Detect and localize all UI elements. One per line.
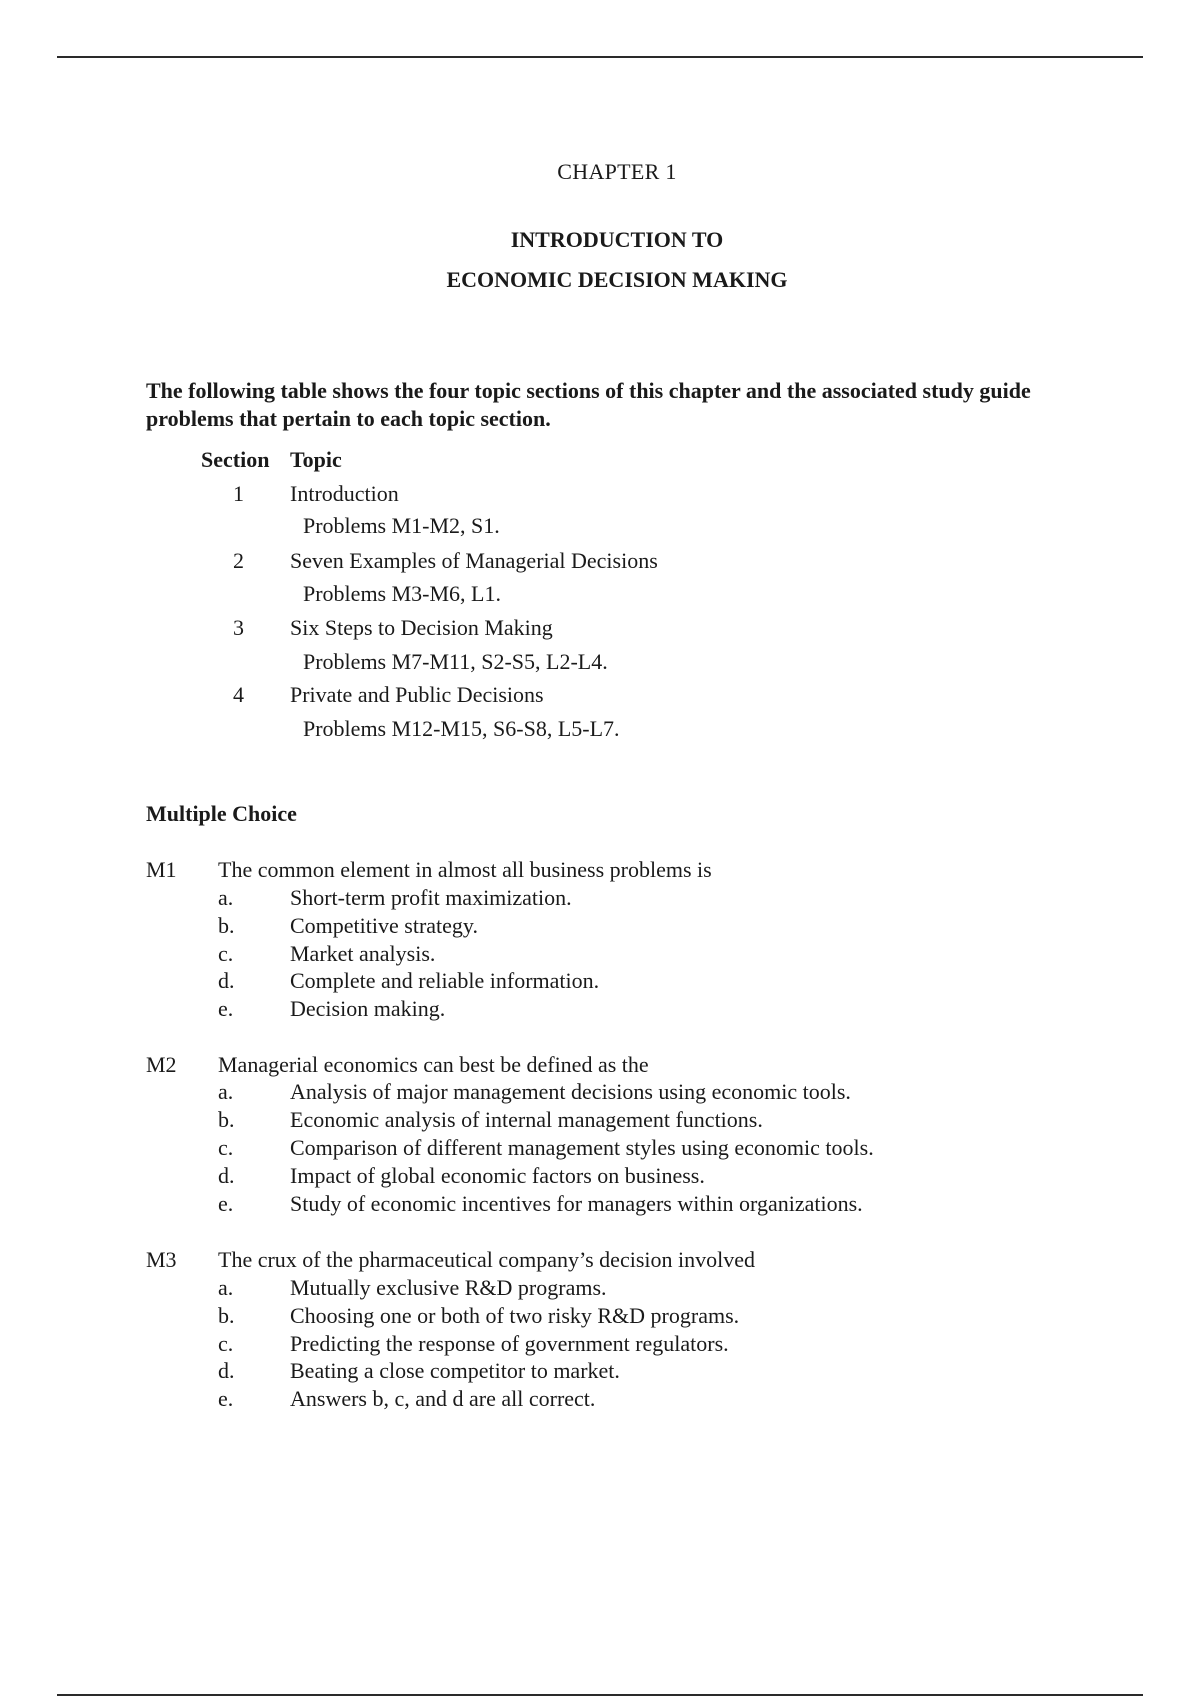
option-letter: c. bbox=[218, 1135, 234, 1160]
multiple-choice-heading: Multiple Choice bbox=[146, 801, 297, 826]
option-text: Comparison of different management styles using economic tools. bbox=[290, 1135, 874, 1160]
option-letter: d. bbox=[218, 968, 235, 993]
option-text: Impact of global economic factors on business. bbox=[290, 1163, 705, 1188]
section-number: 1 bbox=[233, 481, 244, 506]
section-topic: Private and Public Decisions bbox=[290, 682, 544, 707]
intro-paragraph: The following table shows the four topic sections of this chapter and the associated study guide problems that pertain to each topic section. bbox=[146, 378, 1031, 431]
section-topic: Introduction bbox=[290, 481, 399, 506]
option-text: Answers b, c, and d are all correct. bbox=[290, 1386, 596, 1411]
option-text: Predicting the response of government regulators. bbox=[290, 1331, 729, 1356]
option-text: Decision making. bbox=[290, 996, 446, 1021]
option-letter: a. bbox=[218, 1079, 234, 1104]
option-letter: b. bbox=[218, 1107, 235, 1132]
option-letter: c. bbox=[218, 1331, 234, 1356]
chapter-label: CHAPTER 1 bbox=[557, 159, 677, 184]
option-text: Choosing one or both of two risky R&D programs. bbox=[290, 1303, 740, 1328]
section-number: 2 bbox=[233, 548, 244, 573]
option-letter: d. bbox=[218, 1163, 235, 1188]
chapter-title-line-2: ECONOMIC DECISION MAKING bbox=[446, 267, 788, 292]
header-topic: Topic bbox=[290, 447, 342, 472]
option-letter: b. bbox=[218, 913, 235, 938]
option-text: Economic analysis of internal management functions. bbox=[290, 1107, 763, 1132]
option-letter: d. bbox=[218, 1358, 235, 1383]
section-number: 4 bbox=[233, 682, 244, 707]
question-id: M2 bbox=[146, 1052, 177, 1077]
section-topic: Six Steps to Decision Making bbox=[290, 615, 553, 640]
option-letter: a. bbox=[218, 885, 234, 910]
option-letter: b. bbox=[218, 1303, 235, 1328]
section-problems: Problems M3-M6, L1. bbox=[303, 581, 501, 606]
option-letter: a. bbox=[218, 1275, 234, 1300]
option-text: Analysis of major management decisions using economic tools. bbox=[290, 1079, 851, 1104]
option-text: Beating a close competitor to market. bbox=[290, 1358, 620, 1383]
bottom-rule bbox=[57, 1694, 1143, 1696]
top-rule bbox=[57, 56, 1143, 58]
section-problems: Problems M12-M15, S6-S8, L5-L7. bbox=[303, 716, 620, 741]
option-letter: e. bbox=[218, 996, 234, 1021]
question-stem: Managerial economics can best be defined as the bbox=[218, 1052, 649, 1077]
option-text: Short-term profit maximization. bbox=[290, 885, 572, 910]
option-text: Study of economic incentives for managers within organizations. bbox=[290, 1191, 863, 1216]
option-text: Competitive strategy. bbox=[290, 913, 478, 938]
option-letter: c. bbox=[218, 941, 234, 966]
chapter-title-line-1: INTRODUCTION TO bbox=[510, 227, 724, 252]
option-text: Mutually exclusive R&D programs. bbox=[290, 1275, 607, 1300]
option-text: Complete and reliable information. bbox=[290, 968, 600, 993]
option-text: Market analysis. bbox=[290, 941, 436, 966]
option-letter: e. bbox=[218, 1386, 234, 1411]
section-number: 3 bbox=[233, 615, 244, 640]
option-letter: e. bbox=[218, 1191, 234, 1216]
section-problems: Problems M7-M11, S2-S5, L2-L4. bbox=[303, 649, 608, 674]
section-problems: Problems M1-M2, S1. bbox=[303, 513, 500, 538]
question-stem: The crux of the pharmaceutical company’s decision involved bbox=[218, 1247, 755, 1272]
section-topic: Seven Examples of Managerial Decisions bbox=[290, 548, 658, 573]
question-id: M1 bbox=[146, 857, 177, 882]
question-stem: The common element in almost all business problems is bbox=[218, 857, 712, 882]
header-section: Section bbox=[201, 447, 270, 472]
question-id: M3 bbox=[146, 1247, 177, 1272]
